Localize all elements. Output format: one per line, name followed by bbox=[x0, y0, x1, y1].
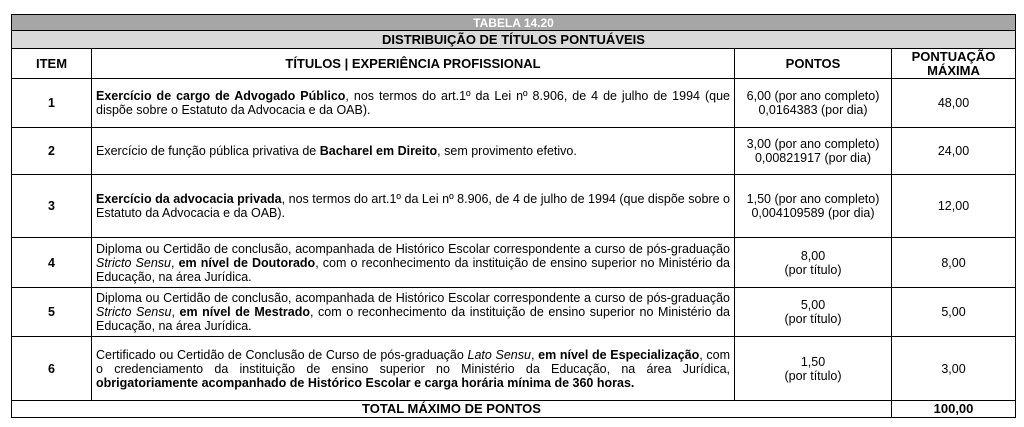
desc-bold: em nível de Especialização bbox=[538, 347, 700, 362]
desc-text: , nos termos do art.1º da Lei nº 8.906, de 4 de julho de 1994 (que dispõe sobre o Estatuto da Advocacia e da OAB). bbox=[96, 89, 730, 117]
desc-text: Certificado ou Certidão de Conclusão de Curso de pós-graduação bbox=[96, 347, 468, 362]
table-title-row bbox=[12, 15, 1016, 31]
table-row bbox=[12, 128, 1016, 175]
table-title: TABELA 14.20 bbox=[12, 15, 1016, 31]
total-value: 100,00 bbox=[892, 401, 1016, 418]
desc-text: , com o credenciamento da instituição de ensino superior no Ministério da Educação, na área Jurídica, bbox=[96, 347, 731, 376]
header-max-line2: MÁXIMA bbox=[927, 62, 980, 78]
titles-table bbox=[11, 14, 1016, 418]
table-subtitle: DISTRIBUIÇÃO DE TÍTULOS PONTUÁVEIS bbox=[12, 31, 1016, 49]
row-max: 5,00 bbox=[892, 288, 1016, 337]
row-description bbox=[92, 238, 735, 288]
desc-text: Diploma ou Certidão de conclusão, acompanhada de Histórico Escolar correspondente a curso de pós-graduação bbox=[96, 291, 730, 305]
header-max-line1: PONTUAÇÃO bbox=[911, 48, 996, 64]
desc-text: , bbox=[170, 255, 179, 270]
total-row bbox=[12, 401, 1016, 418]
row-description bbox=[92, 79, 735, 128]
desc-bold: em nível de Mestrado bbox=[179, 305, 310, 319]
row-description bbox=[92, 175, 735, 238]
desc-bold: em nível de Doutorado bbox=[178, 255, 316, 270]
table-row bbox=[12, 288, 1016, 337]
desc-text: Exercício de função pública privativa de bbox=[96, 144, 320, 158]
desc-text: , com o reconhecimento da instituição de ensino superior no Ministério da Educação, na área Jurídica. bbox=[96, 305, 731, 333]
table-row bbox=[12, 175, 1016, 238]
row-max: 3,00 bbox=[892, 337, 1016, 401]
pontos-unit: (por título) bbox=[784, 312, 842, 326]
desc-text: , com o reconhecimento da instituição de ensino superior no Ministério da Educação, na área Jurídica. bbox=[96, 255, 730, 284]
row-max: 48,00 bbox=[892, 79, 1016, 128]
desc-text: , bbox=[530, 347, 539, 362]
desc-bold: obrigatoriamente acompanhado de Histórico Escolar e carga horária mínima de 360 horas. bbox=[96, 375, 635, 390]
desc-italic: Lato Sensu bbox=[467, 347, 531, 362]
row-description bbox=[92, 288, 735, 337]
row-item: 1 bbox=[12, 79, 92, 128]
desc-text: , sem provimento efetivo. bbox=[437, 144, 577, 158]
header-item: ITEM bbox=[12, 49, 92, 79]
row-item: 6 bbox=[12, 337, 92, 401]
header-pontos: PONTOS bbox=[735, 49, 892, 79]
header-row bbox=[12, 49, 1016, 79]
desc-text: , bbox=[171, 305, 180, 319]
row-pontos bbox=[735, 337, 892, 401]
header-max bbox=[892, 49, 1016, 79]
row-item: 2 bbox=[12, 128, 92, 175]
table-row bbox=[12, 238, 1016, 288]
desc-text: , nos termos do art.1º da Lei nº 8.906, de 4 de julho de 1994 (que dispõe sobre o Estatuto da Advocacia e da OAB). bbox=[96, 192, 730, 220]
table-row bbox=[12, 337, 1016, 401]
pontos-value: 1,50 bbox=[800, 354, 826, 369]
row-pontos: 6,00 (por ano completo) 0,0164383 (por dia) bbox=[735, 79, 892, 128]
desc-text: Diploma ou Certidão de conclusão, acompanhada de Histórico Escolar correspondente a curso de pós-graduação bbox=[96, 241, 730, 256]
row-max: 12,00 bbox=[892, 175, 1016, 238]
header-titulos: TÍTULOS | EXPERIÊNCIA PROFISSIONAL bbox=[92, 49, 735, 79]
row-description bbox=[92, 128, 735, 175]
desc-bold: Exercício da advocacia privada bbox=[96, 192, 282, 206]
row-max: 24,00 bbox=[892, 128, 1016, 175]
row-pontos bbox=[735, 288, 892, 337]
table-subtitle-row bbox=[12, 31, 1016, 49]
row-item: 4 bbox=[12, 238, 92, 288]
row-item: 3 bbox=[12, 175, 92, 238]
pontos-unit: (por título) bbox=[784, 262, 842, 277]
pontos-unit: (por título) bbox=[784, 368, 842, 383]
row-max: 8,00 bbox=[892, 238, 1016, 288]
row-pontos bbox=[735, 238, 892, 288]
total-label: TOTAL MÁXIMO DE PONTOS bbox=[12, 401, 892, 418]
row-item: 5 bbox=[12, 288, 92, 337]
desc-bold: Exercício de cargo de Advogado Público bbox=[96, 89, 346, 103]
row-pontos: 1,50 (por ano completo) 0,004109589 (por dia) bbox=[735, 175, 892, 238]
desc-bold: Bacharel em Direito bbox=[319, 144, 438, 158]
row-description bbox=[92, 337, 735, 401]
desc-italic: Stricto Sensu bbox=[96, 305, 172, 319]
table-row bbox=[12, 79, 1016, 128]
desc-italic: Stricto Sensu bbox=[96, 255, 171, 270]
pontos-value: 5,00 bbox=[800, 298, 826, 312]
pontos-value: 8,00 bbox=[800, 248, 826, 263]
row-pontos: 3,00 (por ano completo) 0,00821917 (por dia) bbox=[735, 128, 892, 175]
